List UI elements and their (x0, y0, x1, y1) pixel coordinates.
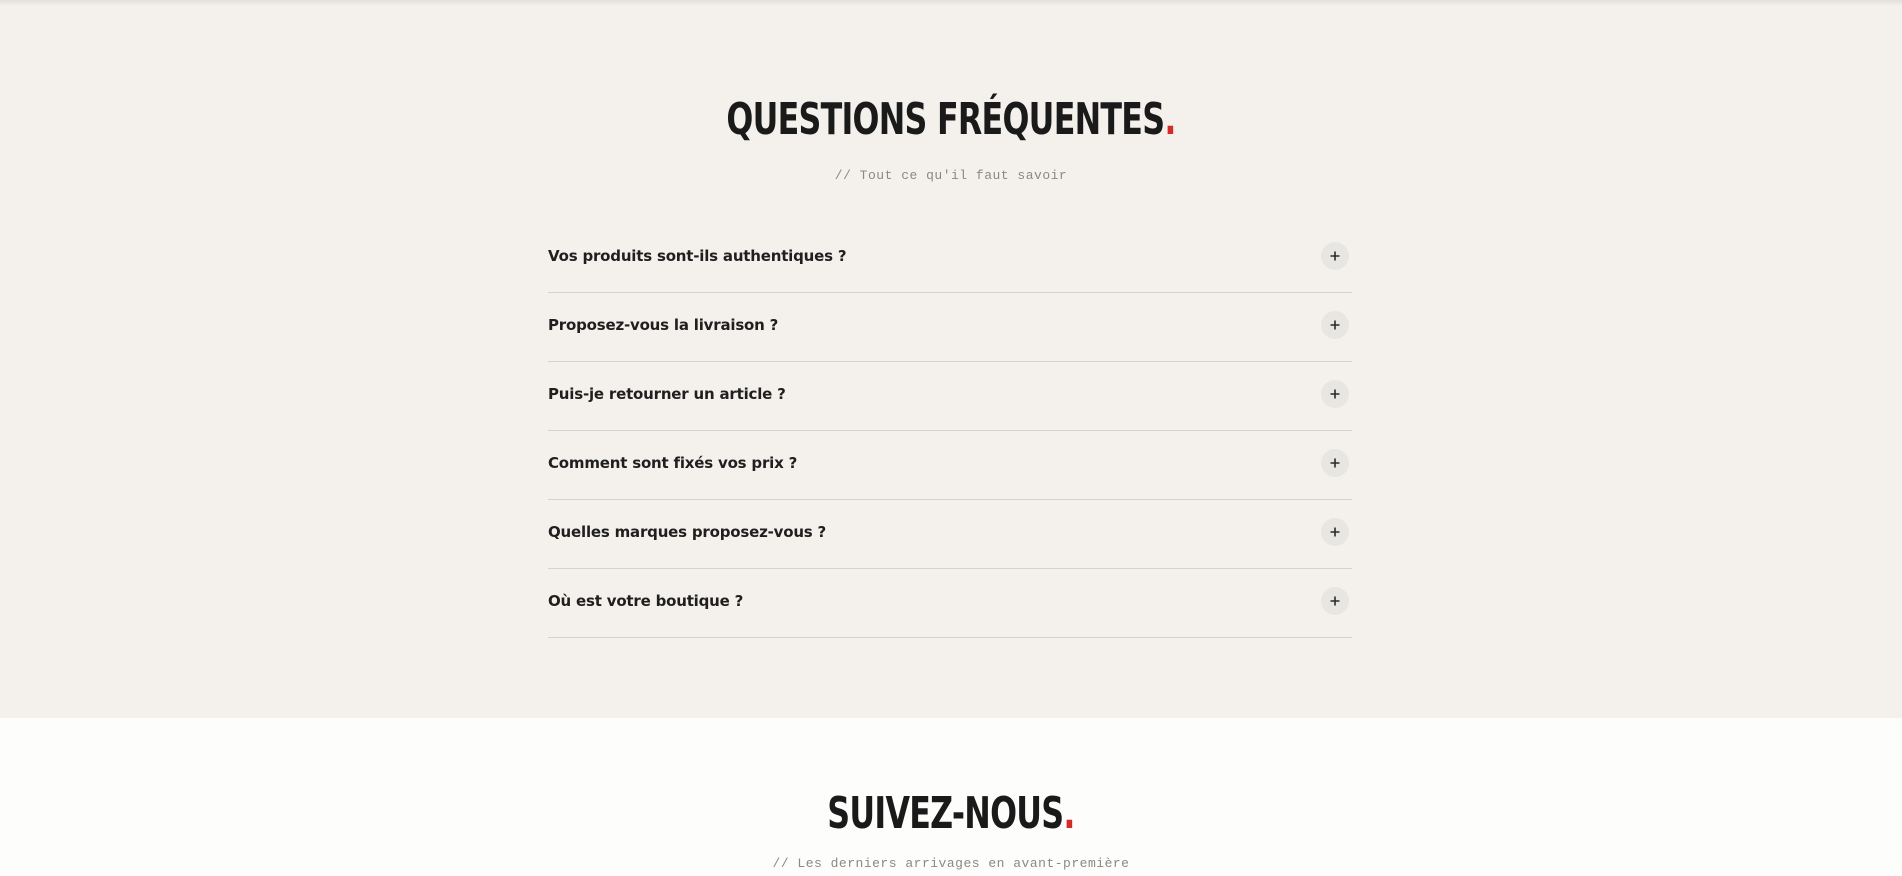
faq-title (266, 94, 1635, 145)
faq-question: Où est votre boutique ? (548, 591, 744, 610)
plus-icon (1330, 527, 1340, 537)
faq-question: Quelles marques proposez-vous ? (548, 522, 827, 541)
follow-subtitle: // Les derniers arrivages en avant-première (772, 856, 1130, 871)
faq-toggle-button[interactable] (1321, 242, 1349, 270)
faq-item[interactable] (548, 224, 1352, 293)
faq-toggle-button[interactable] (1321, 587, 1349, 615)
title-accent-dot: . (1164, 94, 1176, 145)
faq-item[interactable] (548, 500, 1352, 569)
faq-list (548, 224, 1352, 638)
faq-subtitle: // Tout ce qu'il faut savoir (834, 168, 1068, 183)
faq-toggle-button[interactable] (1321, 311, 1349, 339)
plus-icon (1330, 389, 1340, 399)
follow-title (266, 788, 1635, 839)
plus-icon (1330, 458, 1340, 468)
plus-icon (1330, 251, 1340, 261)
faq-toggle-button[interactable] (1321, 380, 1349, 408)
faq-question: Vos produits sont-ils authentiques ? (548, 246, 847, 265)
faq-item[interactable] (548, 362, 1352, 431)
faq-question: Puis-je retourner un article ? (548, 384, 786, 403)
faq-toggle-button[interactable] (1321, 518, 1349, 546)
faq-title-text: QUESTIONS FRÉQUENTES (726, 94, 1165, 145)
title-accent-dot: . (1063, 788, 1075, 839)
faq-item[interactable] (548, 569, 1352, 638)
faq-question: Proposez-vous la livraison ? (548, 315, 779, 334)
faq-question: Comment sont fixés vos prix ? (548, 453, 798, 472)
plus-icon (1330, 596, 1340, 606)
faq-toggle-button[interactable] (1321, 449, 1349, 477)
follow-title-text: SUIVEZ-NOUS (827, 788, 1064, 839)
faq-item[interactable] (548, 431, 1352, 500)
header-shadow (0, 0, 1902, 6)
plus-icon (1330, 320, 1340, 330)
faq-item[interactable] (548, 293, 1352, 362)
